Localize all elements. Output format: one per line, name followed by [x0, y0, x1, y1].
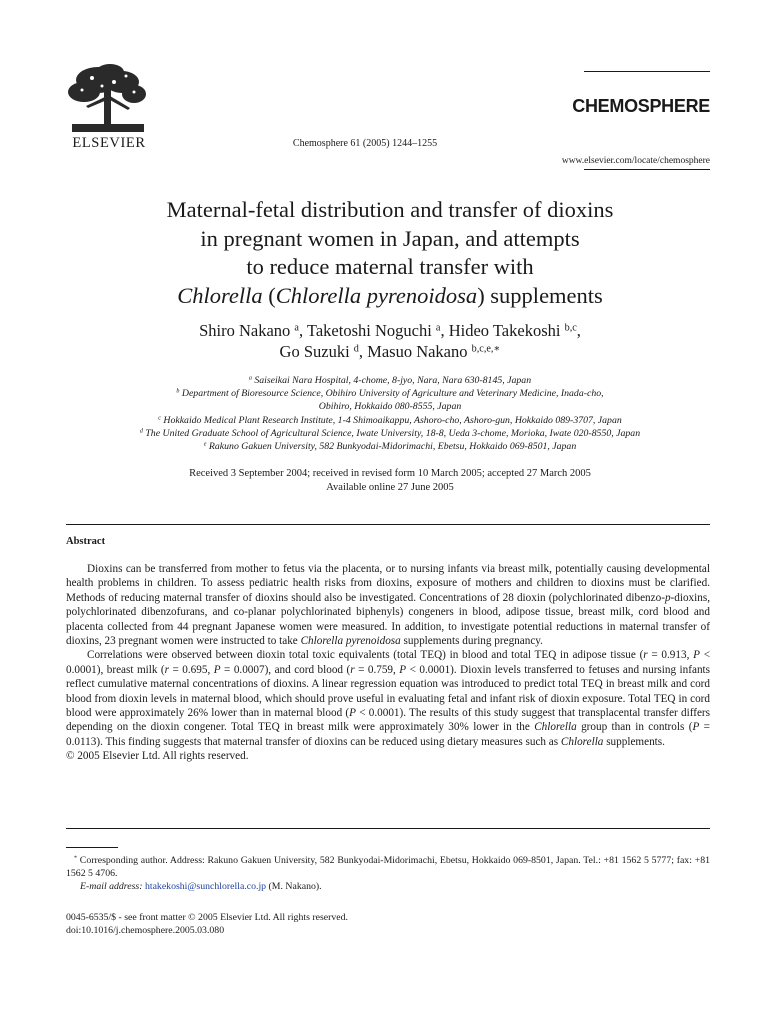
affiliation: $^d$ The United Graduate School of Agricultural Science, Iwate University, 18-8, Ueda 3-chome, Morioka, Iwate 020-8550, Japan: [139, 427, 641, 439]
affiliation: Obihiro, Hokkaido 080-8555, Japan: [318, 401, 462, 413]
front-matter-info: [66, 911, 566, 937]
title-genus: Chlorella: [177, 282, 263, 308]
title-line: to reduce maternal transfer with: [246, 254, 534, 279]
footnote-rule: [66, 847, 118, 848]
abstract-top-rule: [66, 524, 710, 525]
footnote-text: Corresponding author. Address: Rakuno Gakuen University, 582 Bunkyodai-Midorimachi, Ebetsu, Hokkaido 069-8501, Japan. Tel.: +81 1562 5 5777; fax: +81 1562 5 4706.: [66, 855, 710, 879]
author-affiliation-mark: a: [435, 322, 441, 334]
article-title: [70, 196, 710, 310]
abstract-bottom-rule: [66, 828, 710, 829]
author-name: Shiro Nakano: [199, 321, 295, 340]
author-affiliation-mark: b,c: [564, 322, 577, 334]
header-rule-bottom: [584, 169, 710, 170]
author-list: Shiro Nakano $^a$, Taketoshi Noguchi $^a$, Hideo Takekoshi $^{b,c}$, Go Suzuki $^d$, Masuo Nakano $^{b,c,e,∗}$: [199, 321, 581, 361]
email-owner: (M. Nakano).: [266, 881, 322, 892]
abstract-paragraph: Dioxins can be transferred from mother to fetus via the placenta, or to nursing infants via breast milk, potentially causing developmental health problems in children. To assess pediatric health risks from dioxins, exposure of mothers and children to dioxins must be clarified. Methods of reducing maternal transfer of dioxins should also be investigated. Concentrations of 28 dioxin (polychlorinated dibenzo-p-dioxins, polychlorinated dibenzofurans, and co-planar polychlorinated biphenyls) congeners in blood, adipose tissue, breast milk, cord blood and placenta collected from 44 pregnant Japanese women were measured. In addition, to investigate potential reductions in maternal transfer of dioxins, 23 pregnant women were instructed to take Chlorella pyrenoidosa supplements during pregnancy.: [66, 563, 710, 648]
publisher-wordmark: ELSEVIER: [72, 135, 146, 151]
issn-line: 0045-6535/$ - see front matter © 2005 Elsevier Ltd. All rights reserved.: [66, 912, 348, 923]
affiliation: $^e$ Rakuno Gakuen University, 582 Bunkyodai-Midorimachi, Ebetsu, Hokkaido 069-8501, Japan: [203, 441, 577, 453]
affiliation-list: [60, 374, 720, 453]
affiliation: $^c$ Hokkaido Medical Plant Research Institute, 1-4 Shimoaikappu, Ashoro-cho, Ashoro-gun, Hokkaido 089-3707, Japan: [158, 414, 622, 426]
copyright-line: © 2005 Elsevier Ltd. All rights reserved.: [66, 750, 249, 763]
doi-line[interactable]: doi:10.1016/j.chemosphere.2005.03.080: [66, 925, 225, 936]
author-name: Taketoshi Noguchi: [306, 321, 436, 340]
journal-citation: Chemosphere 61 (2005) 1244–1255: [292, 138, 438, 149]
footnote-mark: *: [74, 855, 78, 862]
journal-url-link[interactable]: www.elsevier.com/locate/chemosphere: [561, 156, 710, 166]
author-name: Go Suzuki: [279, 342, 354, 361]
author-affiliation-mark: a: [294, 322, 299, 334]
abstract-body: [66, 562, 710, 764]
title-species: Chlorella pyrenoidosa: [275, 282, 478, 308]
title-line: Maternal-fetal distribution and transfer of dioxins: [166, 197, 614, 222]
author-name: Masuo Nakano: [367, 342, 472, 361]
header-rule-top: [584, 71, 710, 72]
corresponding-author-mark: b,c,e,∗: [471, 343, 501, 355]
article-dates: [70, 467, 710, 494]
abstract-paragraph: Correlations were observed between dioxin total toxic equivalents (total TEQ) in blood and total TEQ in adipose tissue (r = 0.913, P < 0.0001), breast milk (r = 0.695, P = 0.0007), and cord blood (r = 0.759, P < 0.0001). Dioxin levels transferred to fetuses and nursing infants reflect cumulative maternal concentrations of dioxins. A linear regression equation was introduced to predict total TEQ in breast milk and cord blood from dioxin levels in maternal blood, which should prove useful in evaluating fetal and infant risk of dioxin exposure. Total TEQ in cord blood were approximately 26% lower than in maternal blood (P < 0.0001). The results of this study suggest that transplacental transfer differs depending on the dioxin congener. Total TEQ in breast milk were approximately 30% lower in the Chlorella group than in controls (P = 0.0113). This finding suggests that maternal transfer of dioxins can be reduced using dietary measures such as Chlorella supplements.: [66, 649, 711, 748]
corresponding-author-footnote: [66, 854, 710, 893]
journal-name: CHEMOSPHERE: [572, 96, 710, 116]
email-link[interactable]: htakekoshi@sunchlorella.co.jp: [144, 881, 267, 892]
email-label: E-mail address:: [80, 881, 143, 892]
received-dates: Received 3 September 2004; received in revised form 10 March 2005; accepted 27 March 2005: [189, 468, 591, 479]
title-rest: ) supplements: [477, 282, 603, 308]
author-name: Hideo Takekoshi: [448, 321, 565, 340]
affiliation: $^b$ Department of Bioresource Science, Obihiro University of Agriculture and Veterinary Medicine, Inada-cho,: [176, 388, 604, 400]
affiliation: $^a$ Saiseikai Nara Hospital, 4-chome, 8-jyo, Nara, Nara 630-8145, Japan: [248, 375, 532, 386]
title-paren: (: [262, 282, 276, 308]
title-line: in pregnant women in Japan, and attempts: [200, 225, 580, 251]
abstract-heading: Abstract: [66, 536, 106, 547]
online-date: Available online 27 June 2005: [326, 481, 454, 493]
title-line: [70, 282, 710, 311]
author-affiliation-mark: d: [353, 343, 359, 355]
